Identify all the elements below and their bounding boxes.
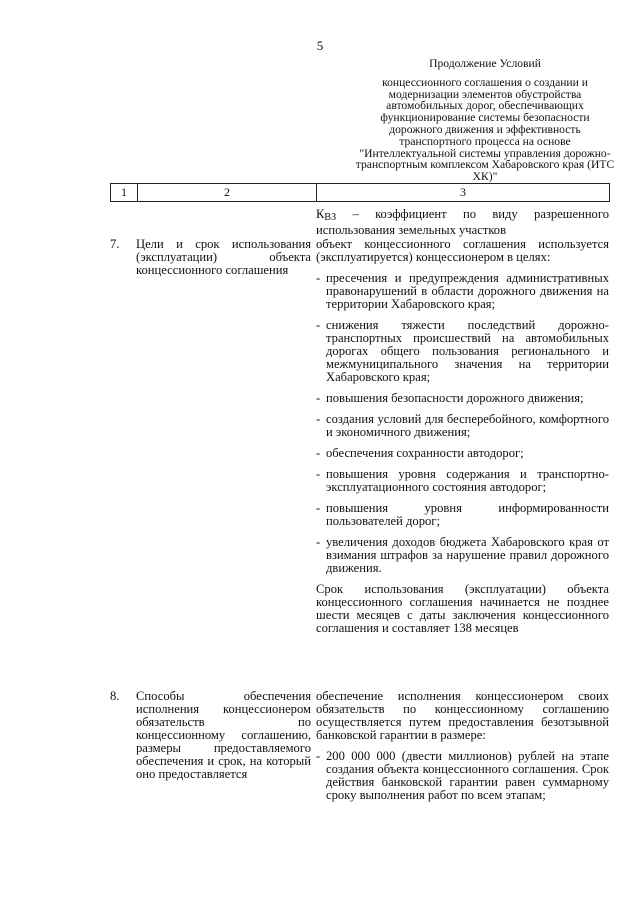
- row-7-number: 7.: [110, 237, 120, 251]
- row-7-intro: объект концессионного соглашения используется (эксплуатируется) концессионером в целях:: [316, 237, 609, 264]
- list-item-text: повышения уровня информированности пользователей дорог;: [326, 501, 609, 528]
- row-8-label: Способы обеспечения исполнения концессионером обязательств по концессионному соглашению, размеры предоставляемого обеспечения и срок, на который оно предоставляется: [136, 689, 311, 781]
- list-item-text: пресечения и предупреждения административных правонарушений в области дорожного движения на территории Хабаровского края;: [326, 271, 609, 311]
- list-item-text: снижения тяжести последствий дорожно-транспортных происшествий на автомобильных дорогах общего пользования регионального и межмуниципального значения на территории Хабаровского края;: [326, 318, 609, 384]
- list-item: - пресечения и предупреждения административных правонарушений в области дорожного движения на территории Хабаровского края;: [316, 271, 609, 311]
- coefficient-text: – коэффициент по виду разрешенного использования земельных участков: [316, 207, 609, 237]
- list-item-text: увеличения доходов бюджета Хабаровского края от взимания штрафов за нарушение правил дорожного движения.: [326, 535, 609, 575]
- header-block: [355, 58, 615, 183]
- row-8-intro: обеспечение исполнения концессионером своих обязательств по концессионному соглашению осуществляется путем предоставления безотзывной банковской гарантии в размере:: [316, 689, 609, 742]
- list-item-text: 200 000 000 (двести миллионов) рублей на этапе создания объекта концессионного соглашения. Срок действия банковской гарантии равен суммарному сроку выполнения работ по всем этапам;: [326, 749, 609, 802]
- column-number-row: [110, 183, 610, 202]
- header-continuation: Продолжение Условий: [429, 57, 541, 70]
- row-8-number: 8.: [110, 689, 120, 703]
- row-7-term: Срок использования (эксплуатации) объекта концессионного соглашения начинается не позднее шести месяцев с даты заключения концессионного соглашения и составляет 138 месяцев: [316, 582, 609, 635]
- row-8-content: [316, 690, 609, 810]
- coefficient-subscript: ВЗ: [324, 212, 337, 223]
- list-item: - повышения уровня информированности пользователей дорог;: [316, 501, 609, 528]
- list-item-text: создания условий для бесперебойного, комфортного и экономичного движения;: [326, 412, 609, 439]
- row-7-label: Цели и срок использования (эксплуатации) объекта концессионного соглашения: [136, 237, 311, 277]
- coefficient-symbol: К: [316, 207, 325, 221]
- list-item: - 200 000 000 (двести миллионов) рублей на этапе создания объекта концессионного соглашения. Срок действия банковской гарантии равен суммарному сроку выполнения работ по всем этапам;: [316, 749, 609, 802]
- list-item: - увеличения доходов бюджета Хабаровского края от взимания штрафов за нарушение правил дорожного движения.: [316, 535, 609, 575]
- row-7-content: [316, 238, 609, 643]
- list-item: - повышения безопасности дорожного движения;: [316, 392, 609, 405]
- header-title: концессионного соглашения о создании и модернизации элементов обустройства автомобильных дорог, обеспечивающих функционирование системы безопасности дорожного движения и эффективность транспортного процесса на основе "Интеллектуальной системы управления дорожно-транспортным комплексом Хабаровского края (ИТС ХК)": [355, 75, 615, 184]
- column-number-3: 3: [317, 184, 610, 202]
- column-number-1: 1: [111, 184, 138, 202]
- list-item: - снижения тяжести последствий дорожно-транспортных происшествий на автомобильных дорогах общего пользования регионального и межмуниципального значения на территории Хабаровского края;: [316, 318, 609, 384]
- column-number-2: 2: [138, 184, 317, 202]
- list-item-text: обеспечения сохранности автодорог;: [326, 446, 524, 460]
- list-item: - обеспечения сохранности автодорог;: [316, 447, 609, 460]
- list-item: - повышения уровня содержания и транспортно-эксплуатационного состояния автодорог;: [316, 467, 609, 494]
- page-number: 5: [316, 38, 324, 53]
- list-item-text: повышения уровня содержания и транспортно-эксплуатационного состояния автодорог;: [326, 467, 609, 494]
- list-item: - создания условий для бесперебойного, комфортного и экономичного движения;: [316, 412, 609, 439]
- list-item-text: повышения безопасности дорожного движения;: [326, 391, 584, 405]
- coefficient-definition: [316, 208, 609, 237]
